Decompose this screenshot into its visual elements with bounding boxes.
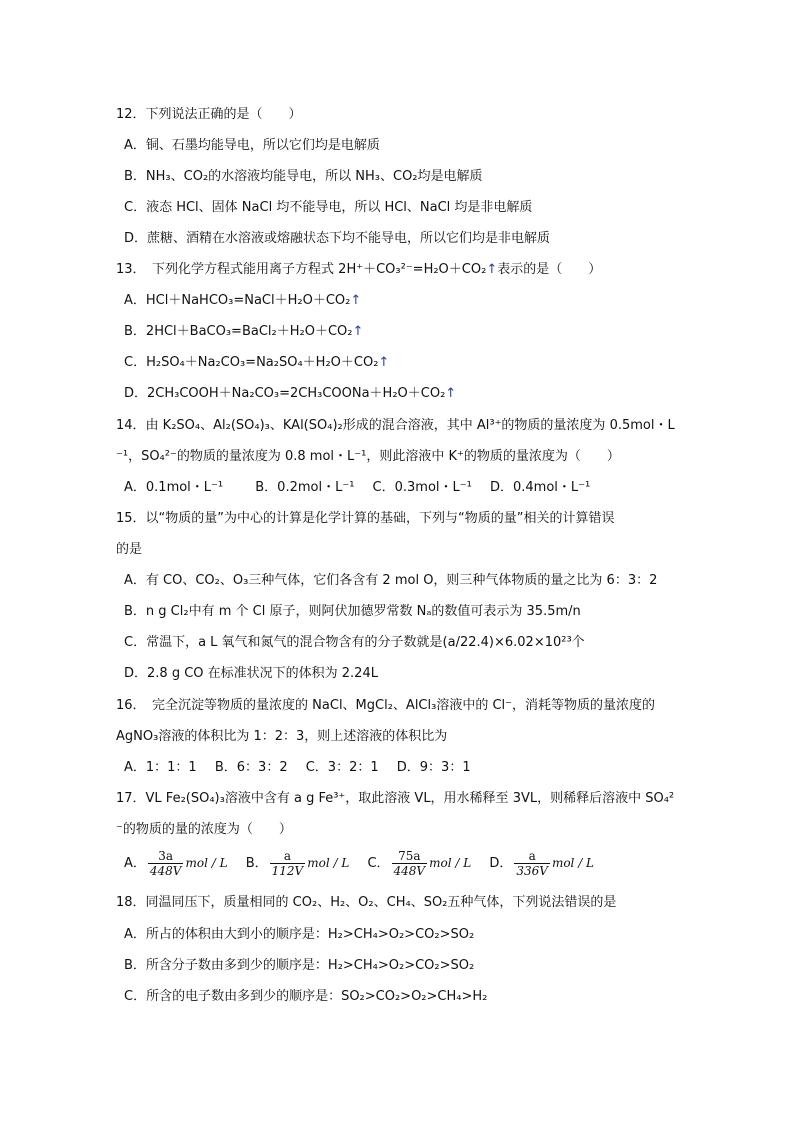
q13-option-b: [124, 323, 363, 341]
q17-option-c-fraction: [392, 849, 428, 878]
q17-unit: mol / L: [551, 856, 595, 870]
q13-option-a-text: A．HCl＋NaHCO₃=NaCl＋H₂O＋CO₂: [124, 293, 351, 308]
q17-option-a-fraction: [148, 849, 184, 878]
q18-option-b: B．所含分子数由多到少的顺序是：H₂>CH₄>O₂>CO₂>SO₂: [124, 958, 475, 973]
q16-option-d: D．9：3：1: [396, 760, 471, 775]
up-arrow-icon: ↑: [378, 355, 390, 370]
q17-option-a-label: A．: [124, 856, 146, 871]
q16-option-a: A．1：1：1: [124, 760, 197, 775]
q14-stem-line1: 14．由 K₂SO₄、Al₂(SO₄)₃、KAl(SO₄)₂形成的混合溶液，其中 Al³⁺的物质的量浓度为 0.5mol・L: [116, 418, 675, 433]
q12-option-a: A．铜、石墨均能导电，所以它们均是电解质: [124, 138, 380, 153]
q13-stem-tail: 表示的是（ ）: [497, 262, 602, 277]
fraction-numerator: 3a: [158, 849, 174, 863]
q13-option-c-text: C．H₂SO₄＋Na₂CO₃=Na₂SO₄＋H₂O＋CO₂: [124, 355, 379, 370]
q14-option-a: A．0.1mol・L⁻¹: [124, 480, 224, 495]
q17-unit: mol / L: [185, 856, 228, 870]
q17-option-d-fraction: [514, 849, 550, 878]
up-arrow-icon: ↑: [350, 293, 362, 308]
q12-option-b: B．NH₃、CO₂的水溶液均能导电，所以 NH₃、CO₂均是电解质: [124, 169, 483, 184]
q14-option-c: C．0.3mol・L⁻¹: [372, 480, 472, 495]
q13-option-d-text: D．2CH₃COOH＋Na₂CO₃=2CH₃COONa＋H₂O＋CO₂: [124, 386, 446, 401]
q16-stem-line2: AgNO₃溶液的体积比为 1：2：3，则上述溶液的体积比为: [116, 729, 448, 744]
q16-option-c: C．3：2：1: [305, 760, 379, 775]
q15-option-b: B．n g Cl₂中有 m 个 Cl 原子，则阿伏加德罗常数 Nₐ的数值可表示为 35.5m/n: [124, 604, 581, 619]
q18-option-a: A．所占的体积由大到小的顺序是：H₂>CH₄>O₂>CO₂>SO₂: [124, 927, 475, 942]
q13-option-d: [124, 385, 456, 403]
q17-unit: mol / L: [307, 856, 350, 870]
q15-stem-line1: 15．以“物质的量”为中心的计算是化学计算的基础，下列与“物质的量”相关的计算错误: [116, 511, 615, 526]
q16-stem-line1: 16． 完全沉淀等物质的量浓度的 NaCl、MgCl₂、AlCl₃溶液中的 Cl⁻，消耗等物质的量浓度的: [116, 698, 656, 713]
q13-option-c: [124, 354, 389, 372]
q14-option-b: B．0.2mol・L⁻¹: [255, 480, 355, 495]
q18-stem: 18．同温同压下，质量相同的 CO₂、H₂、O₂、CH₄、SO₂五种气体，下列说法错误的是: [116, 895, 617, 910]
q17-options: [124, 846, 594, 881]
q15-option-d: D．2.8 g CO 在标准状况下的体积为 2.24L: [124, 666, 378, 681]
q17-option-b-label: B．: [245, 856, 268, 871]
q13-stem: [116, 261, 601, 279]
q13-option-b-text: B．2HCl＋BaCO₃=BaCl₂＋H₂O＋CO₂: [124, 324, 353, 339]
q15-stem-line2: 的是: [116, 542, 143, 557]
q14-option-d: D．0.4mol・L⁻¹: [489, 480, 591, 495]
q13-option-a: [124, 292, 361, 310]
q17-unit: mol / L: [429, 856, 472, 870]
q17-stem-line2: ⁻的物质的量的浓度为（ ）: [116, 822, 292, 837]
q17-option-b-fraction: [270, 849, 306, 878]
fraction-denominator: 336V: [516, 864, 548, 878]
q12-option-d: D．蔗糖、酒精在水溶液或熔融状态下均不能导电，所以它们均是非电解质: [124, 231, 551, 246]
q15-option-a: A．有 CO、CO₂、O₃三种气体，它们各含有 2 mol O，则三种气体物质的量之比为 6：3：2: [124, 573, 658, 588]
up-arrow-icon: ↑: [445, 386, 457, 401]
fraction-numerator: a: [528, 849, 536, 863]
q13-stem-text: 13． 下列化学方程式能用离子方程式 2H⁺＋CO₃²⁻=H₂O＋CO₂: [116, 262, 487, 277]
q12-option-c: C．液态 HCl、固体 NaCl 均不能导电，所以 HCl、NaCl 均是非电解质: [124, 200, 533, 215]
q16-options: [124, 759, 471, 777]
q14-stem-line2: ⁻¹，SO₄²⁻的物质的量浓度为 0.8 mol・L⁻¹，则此溶液中 K⁺的物质的量浓度为（ ）: [116, 449, 620, 464]
q17-option-d-label: D．: [489, 856, 513, 871]
fraction-numerator: a: [283, 849, 291, 863]
q17-stem-line1: 17．VL Fe₂(SO₄)₃溶液中含有 a g Fe³⁺，取此溶液 VL，用水稀释至 3VL，则稀释后溶液中 SO₄²: [116, 791, 675, 806]
fraction-denominator: 448V: [393, 864, 426, 878]
q16-option-b: B．6：3：2: [214, 760, 288, 775]
up-arrow-icon: ↑: [352, 324, 364, 339]
fraction-denominator: 112V: [271, 864, 304, 878]
q17-option-c-label: C．: [367, 856, 390, 871]
q14-options: [124, 479, 590, 497]
fraction-denominator: 448V: [149, 864, 182, 878]
q12-stem: 12．下列说法正确的是（ ）: [116, 107, 302, 122]
fraction-numerator: 75a: [398, 849, 421, 863]
up-arrow-icon: ↑: [486, 262, 498, 277]
q15-option-c: C．常温下，a L 氧气和氮气的混合物含有的分子数就是(a/22.4)×6.02×10²³个: [124, 635, 585, 650]
q18-option-c: C．所含的电子数由多到少的顺序是：SO₂>CO₂>O₂>CH₄>H₂: [124, 989, 488, 1004]
